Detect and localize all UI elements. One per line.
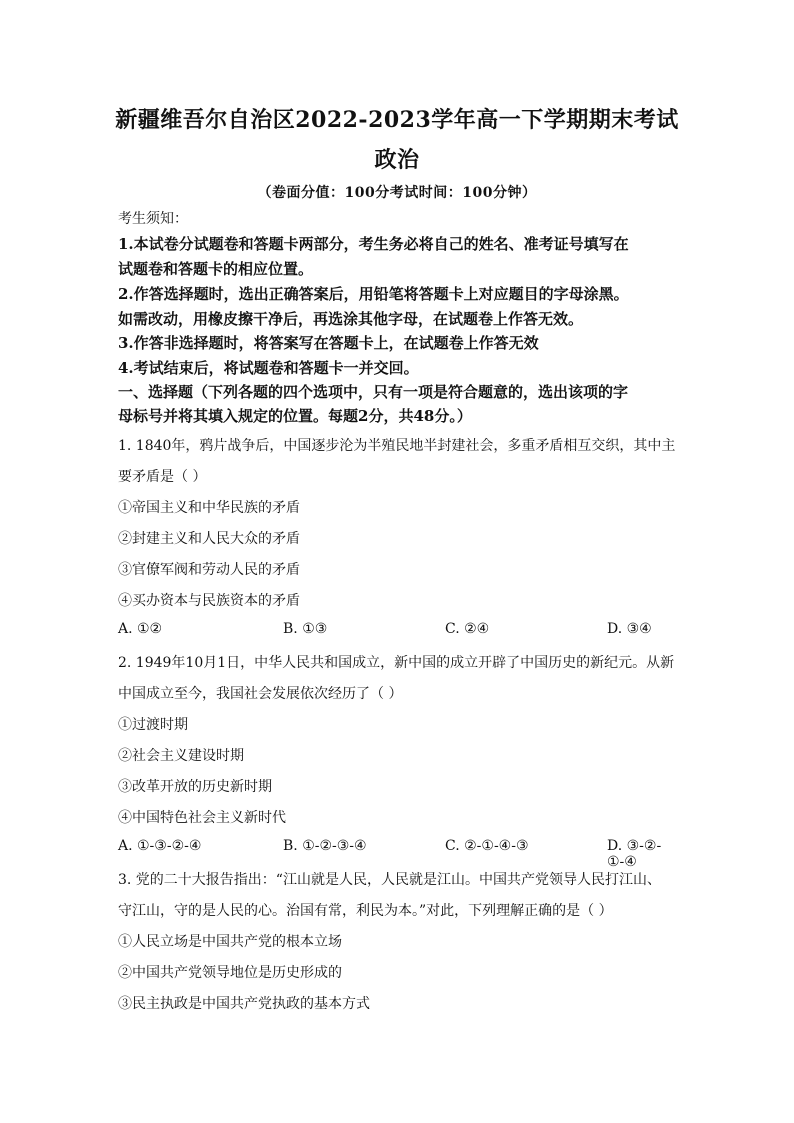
question-1-item: ④买办资本与民族资本的矛盾 (118, 593, 300, 609)
question-2-item: ④中国特色社会主义新时代 (118, 810, 286, 826)
question-3-stem: 3. 党的二十大报告指出：“江山就是人民，人民就是江山。中国共产党领导人民打江山、 (118, 872, 661, 888)
exam-info: （卷面分值：100分考试时间：100分钟） (257, 185, 537, 201)
notice-line: 4.考试结束后，将试题卷和答题卡一并交回。 (118, 359, 419, 377)
question-2-stem-cont: 中国成立至今，我国社会发展依次经历了（ ） (118, 686, 403, 702)
section-heading: 一、选择题（下列各题的四个选项中，只有一项是符合题意的，选出该项的字 (118, 383, 629, 401)
option-b: B. ①③ (283, 621, 328, 637)
option-c: C. ②-①-④-③ (445, 838, 529, 854)
notice-line: 如需改动，用橡皮擦干净后，再选涂其他字母，在试题卷上作答无效。 (118, 310, 584, 328)
section-heading-cont: 母标号并将其填入规定的位置。每题2分，共48分。） (118, 407, 472, 425)
question-3-item: ③民主执政是中国共产党执政的基本方式 (118, 996, 370, 1012)
question-1-options (118, 621, 678, 637)
question-3-item: ①人民立场是中国共产党的根本立场 (118, 934, 342, 950)
question-1-item: ③官僚军阀和劳动人民的矛盾 (118, 562, 300, 578)
question-3-item: ②中国共产党领导地位是历史形成的 (118, 965, 342, 981)
question-3-stem-cont: 守江山，守的是人民的心。治国有常，利民为本。”对此，下列理解正确的是（ ） (118, 903, 613, 919)
option-a: A. ①-③-②-④ (118, 838, 202, 854)
option-d: D. ③-②-①-④ (607, 838, 662, 870)
notice-line: 1.本试卷分试题卷和答题卡两部分，考生务必将自己的姓名、准考证号填写在 (118, 235, 629, 253)
question-2-item: ②社会主义建设时期 (118, 748, 244, 764)
notice-heading: 考生须知： (118, 211, 188, 227)
question-1-stem-cont: 要矛盾是（ ） (118, 469, 207, 485)
exam-title: 新疆维吾尔自治区2022-2023学年高一下学期期末考试 (115, 107, 679, 133)
question-2-options (118, 838, 678, 870)
question-2-item: ①过渡时期 (118, 717, 188, 733)
question-1-item: ②封建主义和人民大众的矛盾 (118, 531, 300, 547)
option-b: B. ①-②-③-④ (283, 838, 367, 854)
question-2-item: ③改革开放的历史新时期 (118, 779, 272, 795)
option-c: C. ②④ (445, 621, 490, 637)
notice-line: 2.作答选择题时，选出正确答案后，用铅笔将答题卡上对应题目的字母涂黑。 (118, 285, 629, 303)
question-2-stem: 2. 1949年10月1日，中华人民共和国成立，新中国的成立开辟了中国历史的新纪元。从新 (118, 655, 675, 671)
notice-line: 试题卷和答题卡的相应位置。 (118, 260, 314, 278)
notice-line: 3.作答非选择题时，将答案写在答题卡上，在试题卷上作答无效 (118, 334, 539, 352)
option-a: A. ①② (118, 621, 163, 637)
exam-subject: 政治 (374, 147, 420, 173)
option-d: D. ③④ (607, 621, 652, 637)
question-1-stem: 1. 1840年，鸦片战争后，中国逐步沦为半殖民地半封建社会，多重矛盾相互交织，其中主 (118, 438, 676, 454)
question-1-item: ①帝国主义和中华民族的矛盾 (118, 500, 300, 516)
